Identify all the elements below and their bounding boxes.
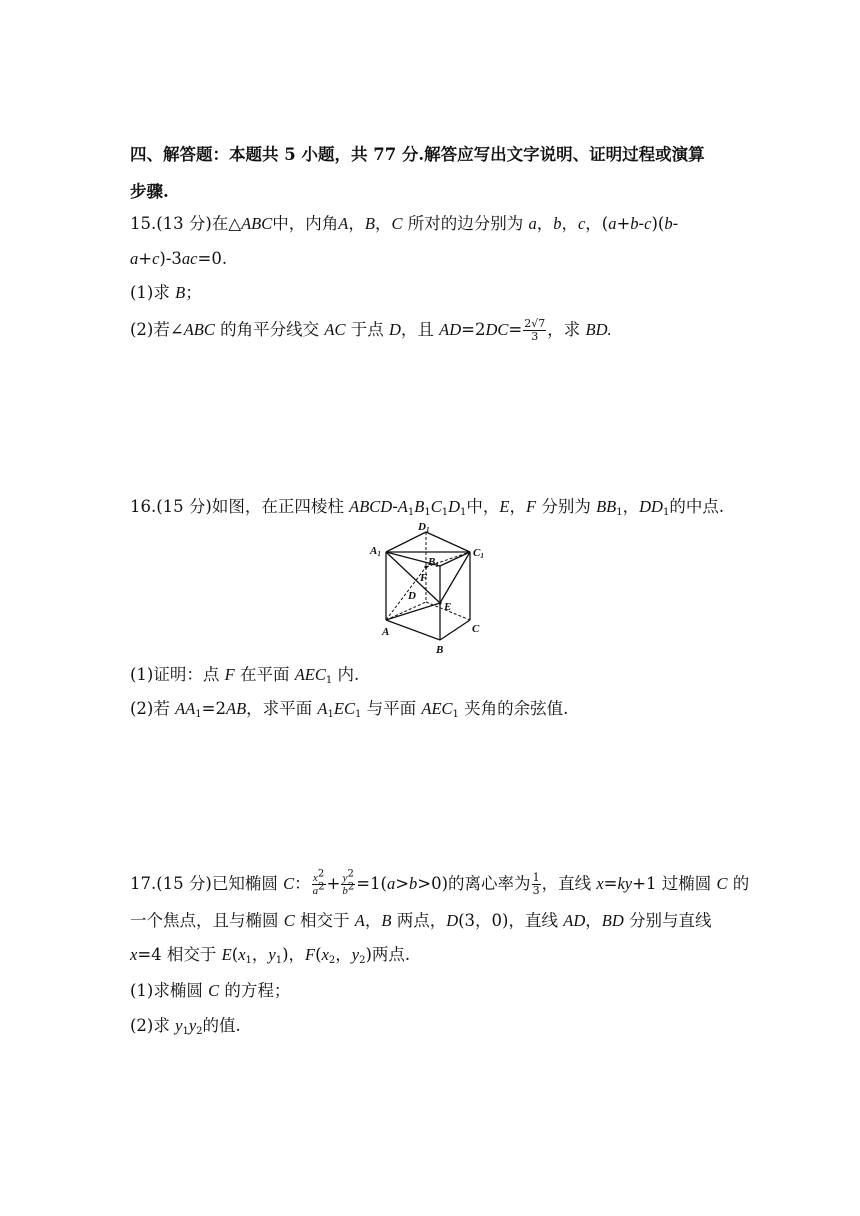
svg-text:E: E [444,601,452,613]
fraction-y2-over-b2: $\frac{y^2}{b^2}$ [342,868,355,897]
svg-text:B: B [436,644,444,655]
q17-line1: 17.(15 分)已知椭圆 C： $\frac{x^2}{a^2}$ + $\frac{y^2}{b^2}$ =1(a>b>0)的离心率为 $\frac{1}{3}$ ，直线 x=ky+1 过椭圆 C 的 [130,868,750,897]
svg-text:F: F [420,572,428,584]
q15-line2: a+c)-3ac=0. [130,249,228,268]
q17-line2: 一个焦点，且与椭圆 C 相交于 A，B 两点，D(3，0)，直线 AD，BD 分别与直线 [130,911,712,930]
q15-part1: (1)求 B； [130,283,202,302]
q17-part1: (1)求椭圆 C 的方程； [130,981,291,1000]
q17-part2: (2)求 $y_1y_2$的值. [130,1016,241,1037]
q16-part2: (2)若 $AA_1=2AB$，求平面 $A_1EC_1$ 与平面 $AEC_1$ 夹角的余弦值. [130,699,569,720]
q16-line1: 16.(15 分)如图，在正四棱柱 ABCD-$A_1B_1C_1D_1$中，E，F 分别为 $BB_1$，$DD_1$的中点. [130,497,725,518]
svg-text:A1: A1 [370,545,381,558]
prism-figure [368,520,493,655]
svg-text:D: D [408,590,416,602]
fraction-x2-over-a2: $\frac{x^2}{a^2}$ [312,868,325,897]
svg-text:D1: D1 [418,521,430,534]
section-heading-line2: 步骤. [130,182,169,201]
fraction-2sqrt7-over-3: $\frac{2√7}{3}$ [524,317,546,343]
q15-part2: (2)若∠ABC 的角平分线交 AC 于点 D，且 AD=2DC= $\frac{2√7}{3}$ ，求 BD. [130,317,612,343]
q16-part1: (1)证明：点 F 在平面 $AEC_1$ 内. [130,665,360,686]
q17-line3: x=4 相交于 $E(x_1$，$y_1$)，$F(x_2$，$y_2$)两点. [130,945,411,966]
q15-line1: 15.(13 分)在△ABC中，内角A，B，C 所对的边分别为 a，b，c，(a+b-c)(b- [130,214,679,233]
svg-text:C: C [472,623,480,635]
svg-text:B1: B1 [428,556,439,569]
svg-text:A: A [382,626,390,638]
section-heading-line1: 四、解答题：本题共 5 小题，共 77 分.解答应写出文字说明、证明过程或演算 [130,145,705,164]
fraction-1-over-3: $\frac{1}{3}$ [532,871,540,897]
svg-text:C1: C1 [473,547,484,560]
